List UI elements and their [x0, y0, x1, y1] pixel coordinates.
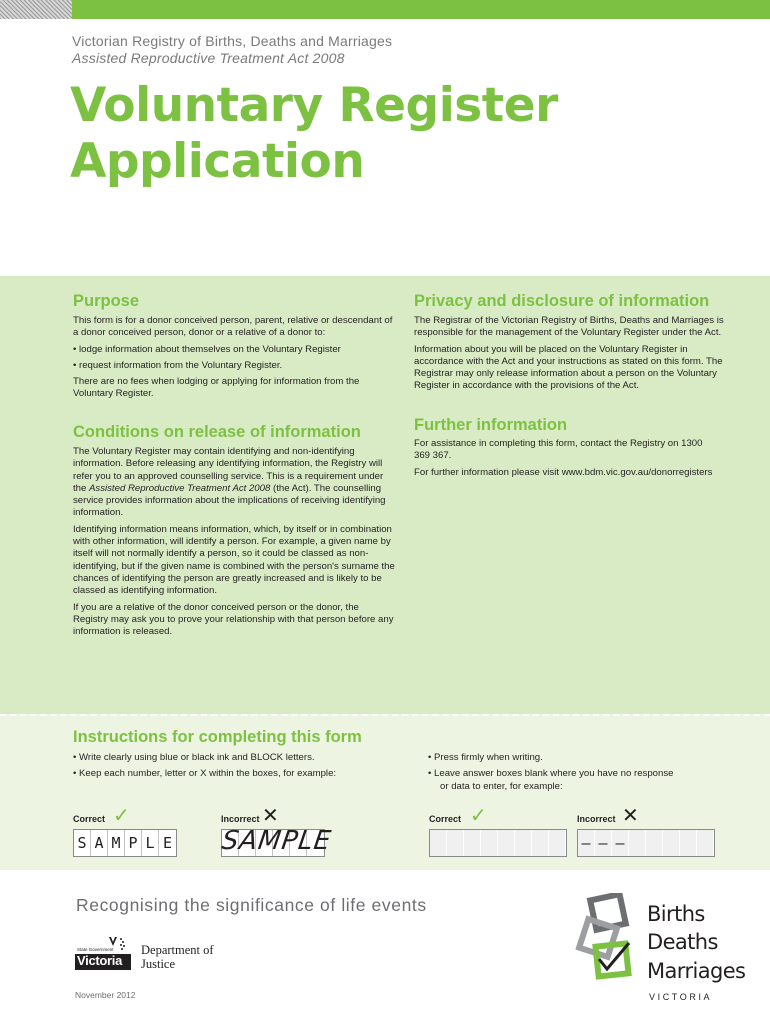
empty-letter-box — [680, 830, 697, 856]
further-info-section — [414, 438, 714, 479]
conditions-section — [73, 446, 395, 638]
tick-icon: ✓ — [113, 805, 130, 827]
empty-letter-box — [532, 830, 549, 856]
purpose-fees: There are no fees when lodging or applying for information from the Voluntary Register. — [73, 376, 360, 400]
blank-incorrect-boxes — [577, 829, 715, 857]
correct-label-1: Correct — [73, 814, 106, 824]
instructions-left — [73, 752, 403, 781]
privacy-paragraph-2: Information about you will be placed on the Voluntary Register in accordance with the Act and your instructions as stated on this form. The Registrar may only release information about a person on the Voluntary Register in accordance with the provisions of the Act. — [414, 343, 723, 392]
empty-letter-box — [498, 830, 515, 856]
purpose-bullet-lodge: • lodge information about themselves on the Voluntary Register — [73, 343, 341, 355]
victoria-government-logo — [75, 936, 131, 970]
sample-letter-box: E — [162, 834, 173, 852]
conditions-heading: Conditions on release of information — [73, 423, 361, 441]
further-info-paragraph-1: For assistance in completing this form, contact the Registry on 1300 369 367. — [414, 438, 703, 462]
empty-letter-box — [663, 830, 680, 856]
vic-state-government-text: State Government — [77, 947, 114, 952]
bdm-deaths: Deaths — [647, 930, 718, 954]
bdm-squares-icon — [575, 893, 645, 985]
sample-letter-box: S — [74, 830, 91, 856]
title-line-1: Voluntary Register — [70, 78, 558, 133]
instruction-keep-in-boxes: • Keep each number, letter or X within the boxes, for example: — [73, 768, 337, 780]
sample-scrawl-text: SAMPLE — [219, 826, 334, 856]
tagline: Recognising the significance of life events — [76, 895, 427, 915]
privacy-heading: Privacy and disclosure of information — [414, 292, 710, 310]
title-line-2: Application — [70, 134, 365, 189]
incorrect-label-2: Incorrect — [577, 814, 616, 824]
empty-letter-box — [481, 830, 498, 856]
dash-letter-box: – — [595, 830, 612, 856]
purpose-intro: This form is for a donor conceived person, parent, relative or descendant of a donor conceived person, donor or a relative of a donor to: — [73, 315, 393, 339]
empty-letter-box — [629, 830, 646, 856]
top-hatch-pattern — [0, 0, 72, 19]
cross-icon: ✕ — [622, 805, 639, 827]
sample-letter-box: L — [142, 830, 159, 856]
instructions-right — [428, 752, 748, 793]
sample-letter-box: M — [108, 830, 125, 856]
incorrect-label-1: Incorrect — [221, 814, 260, 824]
instruction-press-firmly: • Press firmly when writing. — [428, 752, 543, 763]
empty-letter-box — [430, 830, 447, 856]
conditions-paragraph-3: If you are a relative of the donor conceived person or the donor, the Registry may ask you to prove your relationship with that person before any information is released. — [73, 601, 394, 638]
conditions-paragraph-1: The Voluntary Register may contain identifying and non-identifying information. Before releasing any identifying information, the Registry will refer you to an approved counselling service. This is a requirement under the Assisted Reproductive Treatment Act 2008 (the Act). The counselling service provides information about the implications of receiving identifying information. — [73, 446, 386, 519]
empty-letter-box — [515, 830, 532, 856]
empty-letter-box — [549, 830, 566, 856]
publication-date: November 2012 — [75, 990, 136, 1000]
dash-letter-box: – — [578, 830, 595, 856]
act-reference: Assisted Reproductive Treatment Act 2008 — [89, 482, 271, 494]
sample-letter-box: P — [125, 830, 142, 856]
cross-icon: ✕ — [262, 805, 279, 827]
purpose-bullet-request: • request information from the Voluntary Register. — [73, 359, 283, 371]
empty-letter-box — [646, 830, 663, 856]
empty-letter-box — [447, 830, 464, 856]
instruction-leave-blank-cont: or data to enter, for example: — [440, 780, 563, 792]
vic-wordmark: Victoria — [77, 953, 123, 968]
page-title — [70, 78, 558, 190]
correct-label-2: Correct — [429, 814, 462, 824]
further-info-heading: Further information — [414, 416, 568, 434]
bdm-births: Births — [647, 902, 705, 926]
bdm-marriages: Marriages — [647, 959, 746, 983]
privacy-section — [414, 315, 736, 393]
conditions-paragraph-2: Identifying information means information, which, by itself or in combination with other information, will identify a person. For example, a given name by itself will not normally identify a person, so it could be classed as non-identifying, but if the given name is combined with the person's surname the chances of identifying the person are greatly increased and is likely to be classed as identifying information. — [73, 523, 395, 597]
privacy-paragraph-1: The Registrar of the Victorian Registry of Births, Deaths and Marriages is responsible for the management of the Voluntary Register under the Act. — [414, 315, 724, 339]
act-name: Assisted Reproductive Treatment Act 2008 — [72, 50, 345, 66]
empty-letter-box — [697, 830, 714, 856]
purpose-heading: Purpose — [73, 292, 140, 310]
blank-correct-boxes — [429, 829, 567, 857]
instructions-heading: Instructions for completing this form — [73, 728, 362, 746]
department-name: Department of Justice — [141, 943, 214, 971]
further-info-paragraph-2: For further information please visit www.bdm.vic.gov.au/donorregisters — [414, 466, 713, 478]
empty-letter-box — [464, 830, 481, 856]
bdm-logo — [575, 893, 645, 985]
purpose-section — [73, 315, 393, 401]
panel-divider — [0, 714, 770, 716]
top-color-bar — [0, 0, 770, 19]
dash-letter-box: – — [612, 830, 629, 856]
sample-letter-box: A — [91, 830, 108, 856]
instruction-write-clearly: • Write clearly using blue or black ink and BLOCK letters. — [73, 752, 315, 763]
registry-name: Victorian Registry of Births, Deaths and Marriages — [72, 33, 393, 49]
tick-icon: ✓ — [470, 805, 487, 827]
instruction-leave-blank: • Leave answer boxes blank where you have no response — [428, 768, 674, 780]
sample-correct-boxes — [73, 829, 177, 857]
bdm-victoria: VICTORIA — [649, 992, 713, 1002]
